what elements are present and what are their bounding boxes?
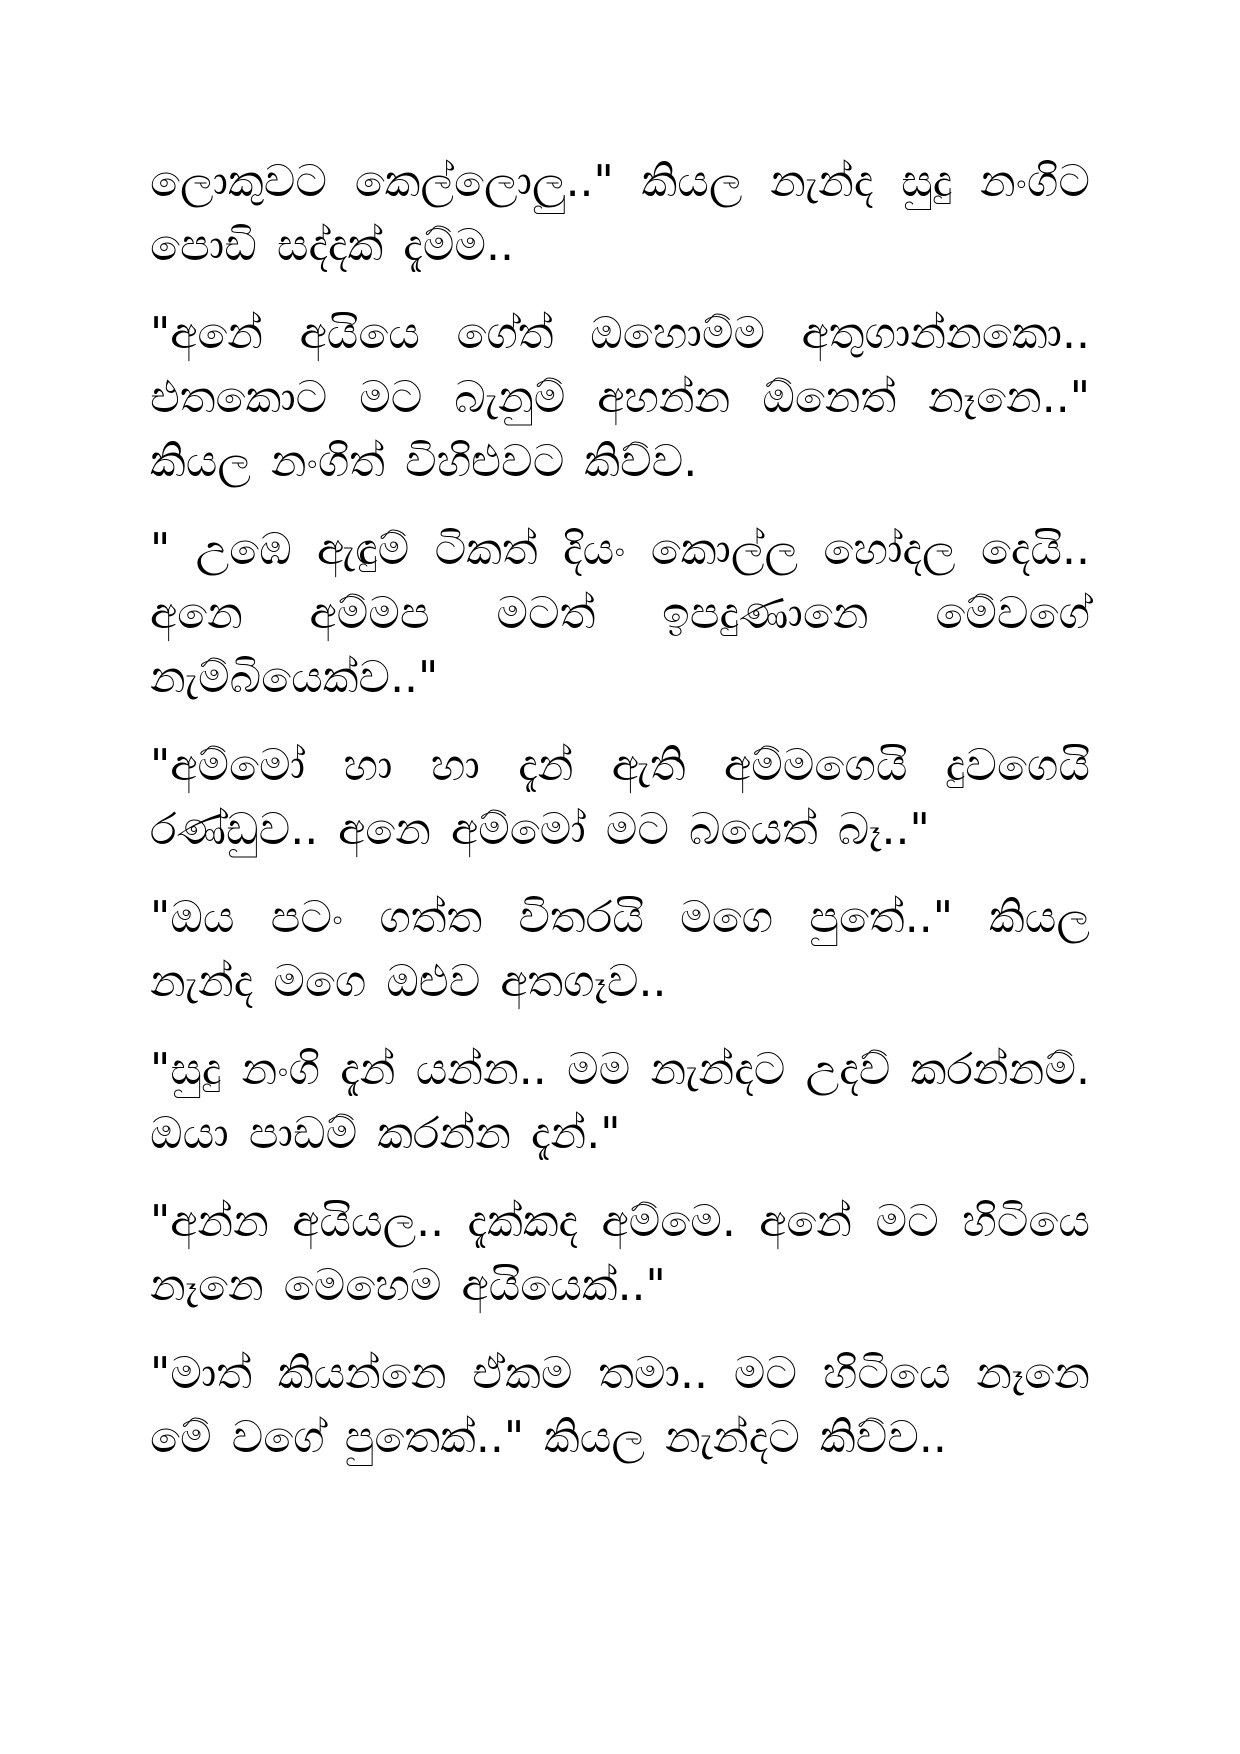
paragraph: "මාත් කියන්නෙ ඒකම තමා.. මට හිටියෙ නෑනෙ මේ වගේ පුතෙක්.." කියල නැන්දට කිව්ව..: [150, 1348, 1090, 1463]
paragraph: "සුදු නංගි දැන් යන්න.. මම නැන්දට උදව් කරන්නම්. ඔයා පාඩම් කරන්න දැන්.": [150, 1044, 1090, 1159]
paragraph: "අම්මෝ හා හා දැන් ඇති අම්මගෙයි දුවගෙයි රණ්ඩුව.. අනෙ අම්මෝ මට බයෙත් බෑ..": [150, 740, 1090, 855]
document-page: [150, 150, 1090, 1630]
paragraph: "අන්න අයියල.. දැක්කද අම්මෙ. අනේ මට හිටියෙ නෑනෙ මෙහෙම අයියෙක්..": [150, 1196, 1090, 1311]
paragraph: " උඹෙ ඇඳුම් ටිකත් දියං කොල්ල හෝදල දෙයි.. අනෙ අම්මප මටත් ඉපදුණානෙ මේවගේ නැම්බියෙක්ව..": [150, 524, 1090, 703]
paragraph: "අනේ අයියෙ ගේත් ඔහොම්ම අතුගාන්නකො.. එතකොට මට බැනුම් අහන්න ඕනෙත් නෑනෙ.." කියල නංගිත් විහිළුවට කිව්ව.: [150, 308, 1090, 487]
paragraph: ලොකුවට කෙල්ලොලු.." කියල නැන්ද සුදු නංගිට පොඩි සද්දක් දැම්ම..: [150, 156, 1090, 271]
paragraph: "ඔය පටං ගත්ත විතරයි මගෙ පුතේ.." කියල නැන්ද මගෙ ඔළුව අතගෑව..: [150, 892, 1090, 1007]
